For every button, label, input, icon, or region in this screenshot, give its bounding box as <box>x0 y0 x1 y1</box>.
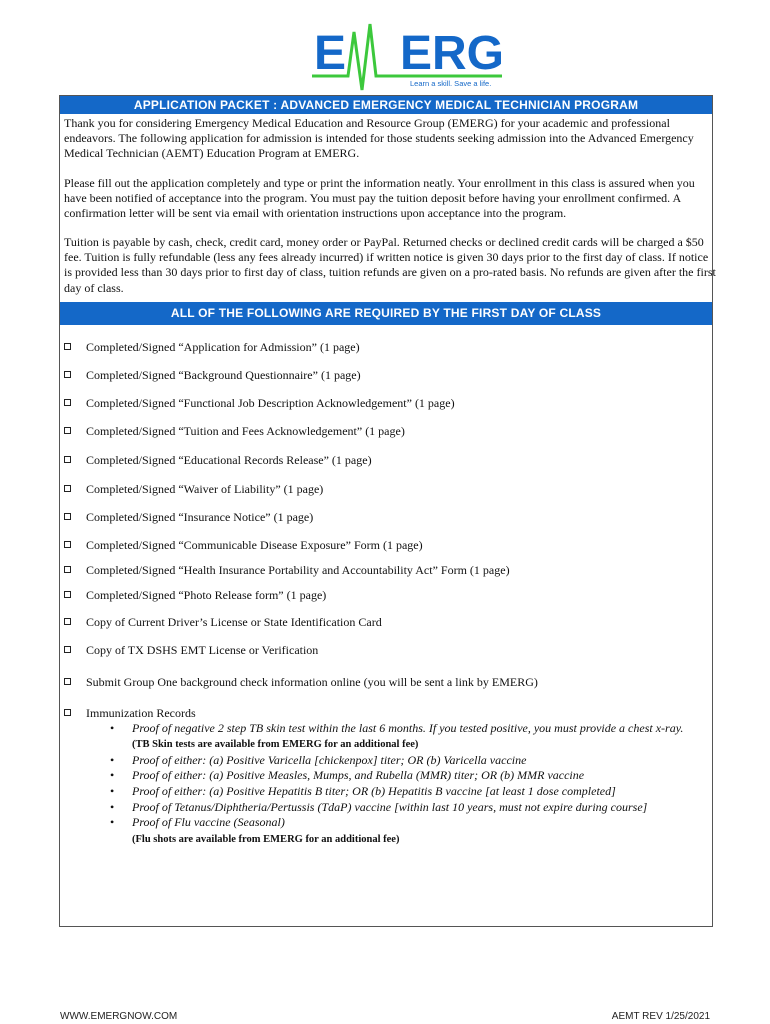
checklist-item-label: Immunization Records <box>86 706 196 720</box>
logo-letters-erg: ERG <box>400 27 502 80</box>
checklist-item-label: Completed/Signed “Waiver of Liability” (1 page) <box>86 482 324 496</box>
checkbox-icon[interactable] <box>64 343 71 350</box>
packet-title: APPLICATION PACKET : ADVANCED EMERGENCY MEDICAL TECHNICIAN PROGRAM <box>60 96 712 114</box>
requirements-title: ALL OF THE FOLLOWING ARE REQUIRED BY THE FIRST DAY OF CLASS <box>60 302 712 325</box>
checklist-item-label: Completed/Signed “Insurance Notice” (1 page) <box>86 510 314 524</box>
checkbox-icon[interactable] <box>64 709 71 716</box>
checkbox-icon[interactable] <box>64 566 71 573</box>
checklist-item-label: Copy of Current Driver’s License or State Identification Card <box>86 615 382 629</box>
checklist-item-label: Copy of TX DSHS EMT License or Verification <box>86 643 319 657</box>
checkbox-icon[interactable] <box>64 485 71 492</box>
checkbox-icon[interactable] <box>64 618 71 625</box>
checkbox-icon[interactable] <box>64 541 71 548</box>
checkbox-icon[interactable] <box>64 399 71 406</box>
immunization-label: Proof of Tetanus/Diphtheria/Pertussis (TdaP) vaccine [within last 10 years, must not expire during course] <box>132 800 648 814</box>
immunization-label: Proof of either: (a) Positive Measles, Mumps, and Rubella (MMR) titer; OR (b) MMR vaccine <box>132 768 585 782</box>
immunization-label: Proof of either: (a) Positive Hepatitis B titer; OR (b) Hepatitis B vaccine [at least 1 dose completed] <box>132 784 616 798</box>
checkbox-icon[interactable] <box>64 371 71 378</box>
checkbox-icon[interactable] <box>64 513 71 520</box>
intro-paragraph-2: Please fill out the application completely and type or print the information neatly. Your enrollment in this class is assured when you have been notified of acceptance into the program. You must pay the tuition deposit before having your enrollment confirmed. A confirmation letter will be sent via email with orientation instructions upon acceptance into the program. <box>64 176 695 221</box>
immunization-label: Proof of either: (a) Positive Varicella [chickenpox] titer; OR (b) Varicella vaccine <box>132 753 527 767</box>
checklist-item-label: Completed/Signed “Photo Release form” (1 page) <box>86 588 327 602</box>
bullet-icon: • <box>110 784 115 798</box>
tuition-paragraph: Tuition is payable by cash, check, credit card, money order or PayPal. Returned checks or declined credit cards will be charged a $50 fee. Tuition is fully refundable (less any fees already incurred) if written notice is given 30 days prior to the first day of class. If notice is provided less than 30 days prior to first day of class, tuition refunds are given on a pro-rated basis. No refunds are given after the first day of class. <box>64 235 716 295</box>
footer-website: WWW.EMERGNOW.COM <box>60 1011 178 1022</box>
checklist-item-label: Completed/Signed “Health Insurance Portability and Accountability Act” Form (1 page) <box>86 563 510 577</box>
checklist-item-label: Completed/Signed “Application for Admission” (1 page) <box>86 340 360 354</box>
checklist-item-label: Completed/Signed “Functional Job Description Acknowledgement” (1 page) <box>86 396 455 410</box>
checklist-item-label: Completed/Signed “Communicable Disease Exposure” Form (1 page) <box>86 538 423 552</box>
checklist-item-label: Submit Group One background check information online (you will be sent a link by EMERG) <box>86 675 538 689</box>
flu-note: (Flu shots are available from EMERG for an additional fee) <box>132 834 400 845</box>
checklist-item-label: Completed/Signed “Educational Records Release” (1 page) <box>86 453 372 467</box>
checkbox-icon[interactable] <box>64 678 71 685</box>
bullet-icon: • <box>110 800 115 814</box>
bullet-icon: • <box>110 721 115 735</box>
intro-paragraph-1: Thank you for considering Emergency Medical Education and Resource Group (EMERG) for your academic and professional endeavors. The following application for admission is intended for those students seeking admission into the Advanced Emergency Medical Technician (AEMT) Education Program at EMERG. <box>64 116 694 161</box>
emerg-logo-graphic <box>312 20 502 92</box>
logo-letter-e: E <box>314 27 347 80</box>
logo-tagline: Learn a skill. Save a life. <box>410 79 492 88</box>
bullet-icon: • <box>110 768 115 782</box>
emerg-logo <box>312 20 502 92</box>
checklist-item-label: Completed/Signed “Tuition and Fees Acknowledgement” (1 page) <box>86 424 405 438</box>
bullet-icon: • <box>110 815 115 829</box>
footer-revision: AEMT REV 1/25/2021 <box>611 1011 710 1022</box>
checkbox-icon[interactable] <box>64 646 71 653</box>
bullet-icon: • <box>110 753 115 767</box>
checkbox-icon[interactable] <box>64 456 71 463</box>
checkbox-icon[interactable] <box>64 591 71 598</box>
tb-note: (TB Skin tests are available from EMERG for an additional fee) <box>132 739 419 750</box>
checklist-item-label: Completed/Signed “Background Questionnaire” (1 page) <box>86 368 361 382</box>
checkbox-icon[interactable] <box>64 427 71 434</box>
immunization-label: Proof of negative 2 step TB skin test within the last 6 months. If you tested positive, you must provide a chest x-ray. <box>132 721 684 735</box>
immunization-label: Proof of Flu vaccine (Seasonal) <box>132 815 285 829</box>
